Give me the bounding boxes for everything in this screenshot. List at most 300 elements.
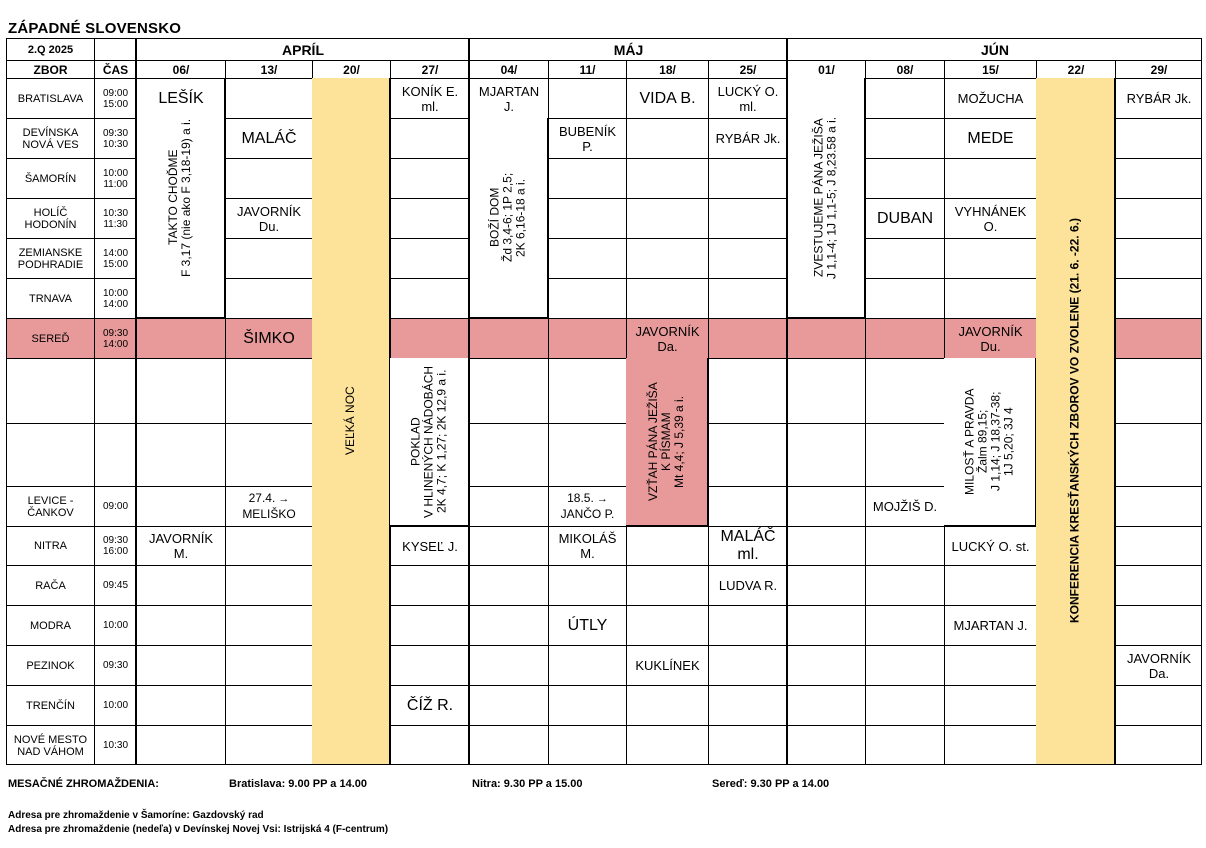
theme-vztah	[626, 358, 708, 526]
empty-cell	[708, 238, 787, 278]
date-header	[312, 60, 390, 78]
empty-cell	[1115, 605, 1202, 645]
schedule-grid	[6, 38, 1202, 765]
empty-cell	[1115, 725, 1202, 765]
empty-cell	[225, 423, 312, 486]
congregation-name	[6, 486, 94, 526]
empty-cell	[469, 605, 548, 645]
congregation-name-text: PEZINOK	[26, 659, 75, 672]
date-header	[136, 60, 225, 78]
service-time-text: 14:00 15:00	[102, 247, 129, 270]
preacher-cell	[944, 198, 1036, 238]
empty-cell	[390, 118, 469, 158]
service-time-text: 10:00 14:00	[102, 287, 129, 310]
preacher-cell-text: ÚTLY	[567, 616, 608, 634]
empty-cell	[865, 725, 944, 765]
month-april	[136, 38, 469, 60]
preacher-cell	[708, 526, 787, 565]
empty-cell	[708, 486, 787, 526]
empty-cell	[865, 685, 944, 725]
preacher-cell-text: MALÁČ ml.	[720, 528, 776, 563]
empty-cell	[136, 725, 225, 765]
month-maj	[469, 38, 787, 60]
empty-cell	[136, 318, 225, 358]
address-devinska: Adresa pre zhromaždenie (nedeľa) v Devínskej Novej Vsi: Istrijská 4 (F-centrum)	[8, 824, 389, 835]
preacher-cell-text: JAVORNÍK Du.	[958, 323, 1023, 354]
empty-cell	[1115, 486, 1202, 526]
empty-cell	[136, 685, 225, 725]
empty-cell	[1115, 358, 1202, 423]
congregation-name	[6, 118, 94, 158]
empty-cell	[626, 118, 708, 158]
preacher-cell	[1115, 78, 1202, 118]
empty-cell	[469, 565, 548, 605]
preacher-cell-text: MJARTAN J.	[478, 83, 540, 114]
empty-cell	[708, 158, 787, 198]
preacher-cell	[390, 526, 469, 565]
empty-cell	[469, 685, 548, 725]
change-date	[249, 491, 290, 507]
empty-cell	[944, 725, 1036, 765]
preacher-cell-text: VYHNÁNEK O.	[954, 203, 1027, 234]
service-time-text: 10:30	[102, 740, 129, 751]
preacher-cell	[390, 78, 469, 118]
preacher-cell	[944, 118, 1036, 158]
theme-milost-text: MILOSŤ A PRAVDA Žalm 89,15; J 1,14; J 18,37-38; 1J 5,20; 3J 4	[962, 388, 1016, 495]
month-divider	[786, 38, 788, 765]
empty-cell	[787, 423, 865, 486]
empty-cell	[136, 565, 225, 605]
preacher-cell-text: JAVORNÍK Da.	[1126, 650, 1192, 681]
preacher-cell-text: MEDE	[967, 129, 1014, 147]
theme-zvestujeme	[787, 78, 865, 318]
empty-cell	[626, 158, 708, 198]
empty-cell	[944, 238, 1036, 278]
empty-cell	[548, 565, 626, 605]
empty-cell	[469, 725, 548, 765]
congregation-name	[6, 423, 94, 486]
date-header-text: 08/	[896, 62, 914, 77]
congregation-name	[6, 78, 94, 118]
congregation-name	[6, 278, 94, 318]
change-date	[567, 491, 608, 507]
congregation-name-text: NOVÉ MESTO NAD VÁHOM	[13, 733, 88, 758]
preacher-cell-text: JAVORNÍK Du.	[236, 203, 302, 234]
preacher-cell	[944, 605, 1036, 645]
empty-cell	[944, 278, 1036, 318]
service-time	[94, 685, 136, 725]
empty-cell	[708, 358, 787, 423]
date-header-text: 11/	[579, 62, 596, 77]
empty-cell	[865, 565, 944, 605]
preacher-cell	[548, 526, 626, 565]
preacher-cell-text: KUKLÍNEK	[635, 658, 700, 673]
empty-cell	[136, 486, 225, 526]
preacher-cell	[1115, 645, 1202, 685]
empty-cell	[225, 605, 312, 645]
service-time	[94, 725, 136, 765]
empty-cell	[390, 725, 469, 765]
preacher-cell-text: MJARTAN J.	[953, 618, 1028, 633]
empty-cell	[548, 198, 626, 238]
header-blank	[94, 38, 136, 60]
empty-cell	[390, 565, 469, 605]
theme-poklad-text: POKLAD V HLINENÝCH NÁDOBÁCH 2K 4,7; K 1,27; 2K 12,9 a i.	[408, 365, 449, 518]
service-time	[94, 423, 136, 486]
date-header-text: 29/	[1150, 62, 1168, 77]
preacher-cell-text: KONÍK E. ml.	[401, 83, 459, 114]
empty-cell	[390, 278, 469, 318]
date-header	[944, 60, 1036, 78]
preacher-cell	[390, 685, 469, 725]
empty-cell	[225, 526, 312, 565]
theme-velka-noc-text: VEĽKÁ NOC	[343, 386, 357, 456]
empty-cell	[787, 645, 865, 685]
congregation-name-text: NITRA	[34, 540, 67, 552]
congregation-name-text: SEREĎ	[31, 332, 70, 345]
service-time	[94, 238, 136, 278]
preacher-cell-text: LUCKÝ O. st.	[951, 538, 1030, 554]
theme-velka-noc	[312, 78, 390, 765]
theme-milost	[944, 358, 1036, 526]
empty-cell	[944, 685, 1036, 725]
footer-label: MESAČNÉ ZHROMAŽDENIA:	[8, 778, 159, 790]
empty-cell	[708, 318, 787, 358]
service-time	[94, 526, 136, 565]
empty-cell	[136, 358, 225, 423]
month-divider	[468, 38, 470, 765]
empty-cell	[865, 278, 944, 318]
month-jun	[787, 38, 1202, 60]
empty-cell	[469, 358, 548, 423]
service-time-text: 09:30 14:00	[102, 327, 129, 350]
empty-cell	[469, 318, 548, 358]
empty-cell	[225, 158, 312, 198]
congregation-name-text: TRNAVA	[29, 292, 72, 305]
date-header-text: 13/	[260, 62, 278, 77]
empty-cell	[708, 685, 787, 725]
service-time-text: 09:30 10:30	[102, 127, 129, 150]
preacher-cell-text: JAVORNÍK M.	[148, 531, 214, 561]
preacher-cell	[708, 565, 787, 605]
empty-cell	[626, 685, 708, 725]
empty-cell	[626, 526, 708, 565]
theme-konferencia-text: KONFERENCIA KRESŤANSKÝCH ZBOROV VO ZVOLENE (21. 6. -22. 6.)	[1067, 218, 1082, 624]
service-time	[94, 318, 136, 358]
date-header-text: 27/	[421, 62, 439, 77]
empty-cell	[1115, 318, 1202, 358]
preacher-cell	[225, 118, 312, 158]
empty-cell	[469, 423, 548, 486]
empty-cell	[548, 725, 626, 765]
change-date-text: 27.4.	[248, 491, 276, 505]
preacher-cell-text: LUDVA R.	[718, 578, 778, 593]
congregation-name	[6, 358, 94, 423]
preacher-cell	[944, 78, 1036, 118]
theme-takto-chodme	[136, 78, 225, 318]
service-time-text: 09:30 16:00	[102, 535, 129, 557]
empty-cell	[1115, 198, 1202, 238]
congregation-name-text: ZEMIANSKE PODHRADIE	[17, 246, 84, 271]
congregation-name-text: BRATISLAVA	[17, 92, 84, 105]
footer-sered: Sereď: 9.30 PP a 14.00	[712, 778, 830, 790]
empty-cell	[548, 318, 626, 358]
empty-cell	[626, 605, 708, 645]
empty-cell	[708, 423, 787, 486]
empty-cell	[548, 158, 626, 198]
empty-cell	[626, 725, 708, 765]
address-samorin: Adresa pre zhromaždenie v Šamoríne: Gazdovský rad	[8, 810, 264, 821]
empty-cell	[1115, 278, 1202, 318]
empty-cell	[626, 198, 708, 238]
empty-cell	[1115, 423, 1202, 486]
preacher-cell	[944, 526, 1036, 565]
empty-cell	[225, 685, 312, 725]
empty-cell	[390, 198, 469, 238]
date-header	[390, 60, 469, 78]
service-time	[94, 605, 136, 645]
empty-cell	[1115, 526, 1202, 565]
empty-cell	[225, 78, 312, 118]
footer-bratislava: Bratislava: 9.00 PP a 14.00	[229, 778, 368, 790]
preacher-cell	[626, 78, 708, 118]
month-maj-text: MÁJ	[613, 41, 644, 58]
congregation-name	[6, 565, 94, 605]
service-time	[94, 118, 136, 158]
service-time-text: 10:30 11:30	[102, 207, 129, 230]
preacher-cell	[548, 605, 626, 645]
date-header-text: 18/	[659, 62, 676, 77]
empty-cell	[1115, 158, 1202, 198]
empty-cell	[626, 238, 708, 278]
empty-cell	[548, 645, 626, 685]
quarter-label-text: 2.Q 2025	[27, 43, 74, 56]
theme-zvestujeme-text: ZVESTUJEME PÁNA JEŽIŠA J 1,1-4; 1J 1,1-5; J 8,23.58 a i.	[811, 116, 839, 279]
theme-bozi-dom-text: BOŽÍ DOM Žd 3,4-6; 1P 2,5; 2K 6,16-18 a i.	[487, 172, 528, 263]
change-date-text: 18.5.	[567, 491, 594, 505]
date-header-text: 20/	[343, 62, 360, 77]
empty-cell	[708, 278, 787, 318]
congregation-name-text: ŠAMORÍN	[24, 172, 77, 185]
service-time-text: 09:00 15:00	[102, 87, 129, 110]
empty-cell	[548, 486, 626, 526]
preacher-cell	[944, 318, 1036, 358]
date-header-text: 06/	[172, 62, 190, 77]
preacher-cell-text: RYBÁR Jk.	[715, 131, 781, 146]
preacher-cell-text: ČÍŽ R.	[406, 696, 454, 714]
empty-cell	[469, 645, 548, 685]
service-time	[94, 565, 136, 605]
empty-cell	[787, 526, 865, 565]
empty-cell	[548, 278, 626, 318]
empty-cell	[787, 725, 865, 765]
congregation-name	[6, 158, 94, 198]
empty-cell	[787, 358, 865, 423]
date-header	[626, 60, 708, 78]
date-header-text: 04/	[500, 62, 518, 77]
preacher-cell	[136, 526, 225, 565]
column-zbor-text: ZBOR	[33, 62, 68, 77]
service-time	[94, 358, 136, 423]
congregation-name	[6, 318, 94, 358]
date-header	[1036, 60, 1115, 78]
page-title: ZÁPADNÉ SLOVENSKO	[8, 20, 182, 37]
service-time-text: 09:45	[102, 580, 129, 591]
empty-cell	[708, 198, 787, 238]
empty-cell	[708, 645, 787, 685]
congregation-name-text: HOLÍČ HODONÍN	[24, 206, 77, 231]
empty-cell	[865, 318, 944, 358]
empty-cell	[136, 423, 225, 486]
empty-cell	[865, 158, 944, 198]
theme-bozi-dom	[469, 118, 548, 318]
preacher-cell	[865, 486, 944, 526]
empty-cell	[225, 565, 312, 605]
empty-cell	[390, 318, 469, 358]
preacher-cell	[708, 78, 787, 118]
empty-cell	[390, 158, 469, 198]
preacher-cell-text: LUCKÝ O. ml.	[717, 83, 779, 114]
empty-cell	[865, 358, 944, 423]
empty-cell	[708, 725, 787, 765]
empty-cell	[225, 238, 312, 278]
service-time-text: 10:00 11:00	[102, 167, 129, 190]
empty-cell	[708, 605, 787, 645]
date-header	[787, 60, 865, 78]
empty-cell	[469, 526, 548, 565]
preacher-cell	[225, 318, 312, 358]
preacher-cell-text: MOŽUCHA	[957, 91, 1024, 106]
empty-cell	[787, 605, 865, 645]
preacher-cell-text: RYBÁR Jk.	[1126, 91, 1192, 106]
empty-cell	[865, 238, 944, 278]
congregation-name-text: LEVICE - ČANKOV	[27, 494, 74, 519]
preacher-cell-text: MIKOLÁŠ M.	[558, 531, 617, 561]
preacher-cell-text: KYSEĽ J.	[402, 538, 458, 554]
preacher-name: MELIŠKO	[242, 507, 296, 521]
empty-cell	[865, 526, 944, 565]
empty-cell	[136, 645, 225, 685]
empty-cell	[548, 238, 626, 278]
service-time-text: 09:30	[102, 660, 129, 671]
empty-cell	[225, 358, 312, 423]
service-time	[94, 645, 136, 685]
congregation-name-text: RAČA	[35, 579, 66, 592]
empty-cell	[548, 358, 626, 423]
empty-cell	[469, 486, 548, 526]
month-jun-text: JÚN	[980, 41, 1009, 58]
empty-cell	[548, 423, 626, 486]
theme-konferencia	[1036, 78, 1115, 765]
date-header	[708, 60, 787, 78]
empty-cell	[626, 278, 708, 318]
footer-nitra: Nitra: 9.30 PP a 15.00	[472, 778, 583, 790]
empty-cell	[787, 565, 865, 605]
theme-vztah-text: VZŤAH PÁNA JEŽIŠA K PÍSMAM Mt 4,4; J 5,39 a i.	[646, 382, 686, 501]
date-header-text: 25/	[739, 62, 757, 77]
column-zbor	[6, 60, 94, 78]
column-cas-text: ČAS	[102, 62, 129, 77]
preacher-cell	[225, 198, 312, 238]
empty-cell	[136, 605, 225, 645]
preacher-cell	[469, 78, 548, 118]
empty-cell	[225, 486, 312, 526]
preacher-cell	[708, 118, 787, 158]
congregation-name-text: MODRA	[30, 619, 71, 632]
empty-cell	[865, 78, 944, 118]
empty-cell	[865, 605, 944, 645]
service-time	[94, 278, 136, 318]
congregation-name	[6, 526, 94, 565]
theme-poklad	[390, 358, 469, 526]
quarter-label	[6, 38, 94, 60]
service-time-text: 10:00	[102, 700, 129, 711]
empty-cell	[390, 645, 469, 685]
empty-cell	[1115, 685, 1202, 725]
date-header	[1115, 60, 1202, 78]
preacher-cell-text: MOJŽIŠ D.	[872, 499, 938, 514]
empty-cell	[626, 565, 708, 605]
empty-cell	[390, 238, 469, 278]
empty-cell	[225, 645, 312, 685]
date-header-text: 22/	[1067, 62, 1085, 77]
service-time	[94, 486, 136, 526]
date-header	[225, 60, 312, 78]
empty-cell	[944, 645, 1036, 685]
empty-cell	[1115, 565, 1202, 605]
service-time-text: 10:00	[102, 620, 129, 631]
congregation-name	[6, 645, 94, 685]
preacher-name: JANČO P.	[560, 507, 615, 521]
column-cas	[94, 60, 136, 78]
preacher-cell-text: JAVORNÍK Da.	[635, 323, 700, 354]
service-time	[94, 158, 136, 198]
empty-cell	[1115, 238, 1202, 278]
date-header	[469, 60, 548, 78]
congregation-name	[6, 198, 94, 238]
empty-cell	[1115, 118, 1202, 158]
date-header-text: 15/	[982, 62, 999, 77]
service-time	[94, 198, 136, 238]
date-header	[865, 60, 944, 78]
preacher-cell	[548, 118, 626, 158]
empty-cell	[787, 685, 865, 725]
empty-cell	[390, 605, 469, 645]
congregation-name-text: DEVÍNSKA NOVÁ VES	[22, 126, 79, 151]
empty-cell	[548, 78, 626, 118]
preacher-cell	[626, 318, 708, 358]
empty-cell	[225, 725, 312, 765]
congregation-name	[6, 685, 94, 725]
congregation-name	[6, 605, 94, 645]
empty-cell	[944, 158, 1036, 198]
service-time	[94, 78, 136, 118]
congregation-name	[6, 725, 94, 765]
service-time-text: 09:00	[102, 501, 129, 512]
empty-cell	[865, 118, 944, 158]
empty-cell	[787, 486, 865, 526]
congregation-name	[6, 238, 94, 278]
preacher-cell-text: BUBENÍK P.	[558, 123, 617, 154]
date-header-text: 01/	[818, 62, 835, 77]
empty-cell	[865, 423, 944, 486]
preacher-cell	[626, 645, 708, 685]
arrow-right-icon: →	[593, 493, 608, 505]
preacher-cell-text: DUBAN	[876, 209, 933, 227]
preacher-cell-text: ŠIMKO	[243, 329, 295, 347]
preacher-cell-text: MALÁČ	[241, 129, 297, 147]
empty-cell	[787, 318, 865, 358]
